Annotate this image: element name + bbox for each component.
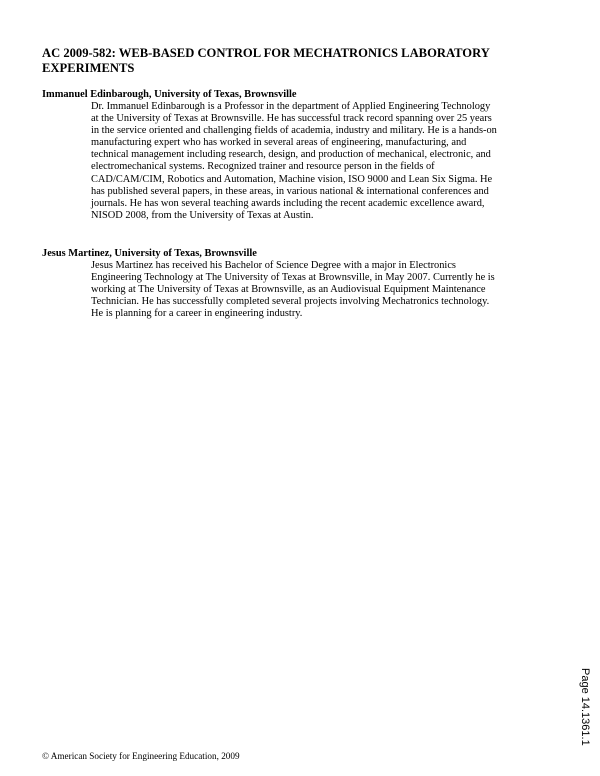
bio-line: Technician. He has successfully completed several projects involving Mechatronics technology. <box>91 296 490 308</box>
author-name: Immanuel Edinbarough, University of Texas, Brownsville <box>42 89 297 100</box>
author-name: Jesus Martinez, University of Texas, Brownsville <box>42 248 257 259</box>
author-bio-text <box>91 101 561 222</box>
bio-line: He is planning for a career in engineering industry. <box>91 308 303 320</box>
bio-line: technical management including research, design, and production of mechanical, electronic, and <box>91 149 491 161</box>
author-bio-section <box>42 89 562 222</box>
author-bio-text <box>91 260 561 320</box>
bio-line: Engineering Technology at The University of Texas at Brownsville, in May 2007. Currently he is <box>91 272 495 284</box>
page-number-label: Page 14.1361.1 <box>579 668 591 746</box>
paper-title: AC 2009-582: WEB-BASED CONTROL FOR MECHATRONICS LABORATORY EXPERIMENTS <box>42 46 490 75</box>
bio-line: journals. He has won several teaching awards including the recent academic excellence award, <box>91 197 485 209</box>
bio-line: working at The University of Texas at Brownsville, as an Audiovisual Equipment Maintenance <box>91 284 486 296</box>
bio-line: NISOD 2008, from the University of Texas at Austin. <box>91 209 314 221</box>
page-number <box>578 668 594 748</box>
bio-line: Jesus Martinez has received his Bachelor of Science Degree with a major in Electronics <box>91 260 456 271</box>
copyright-footer: © American Society for Engineering Education, 2009 <box>42 751 240 761</box>
bio-line: Dr. Immanuel Edinbarough is a Professor in the department of Applied Engineering Technology <box>91 101 491 112</box>
author-bio-section <box>42 248 562 320</box>
bio-line: electromechanical systems. Recognized trainer and resource person in the fields of <box>91 161 435 173</box>
bio-line: CAD/CAM/CIM, Robotics and Automation, Machine vision, ISO 9000 and Lean Six Sigma. He <box>91 173 493 185</box>
bio-line: at the University of Texas at Brownsville. He has successful track record spanning over 25 years <box>91 113 492 125</box>
bio-line: has published several papers, in these areas, in various national & international conferences and <box>91 185 489 197</box>
bio-line: manufacturing expert who has worked in several areas of engineering, manufacturing, and <box>91 137 467 149</box>
bio-line: in the service oriented and challenging fields of academia, industry and military. He is a hands-on <box>91 125 497 137</box>
